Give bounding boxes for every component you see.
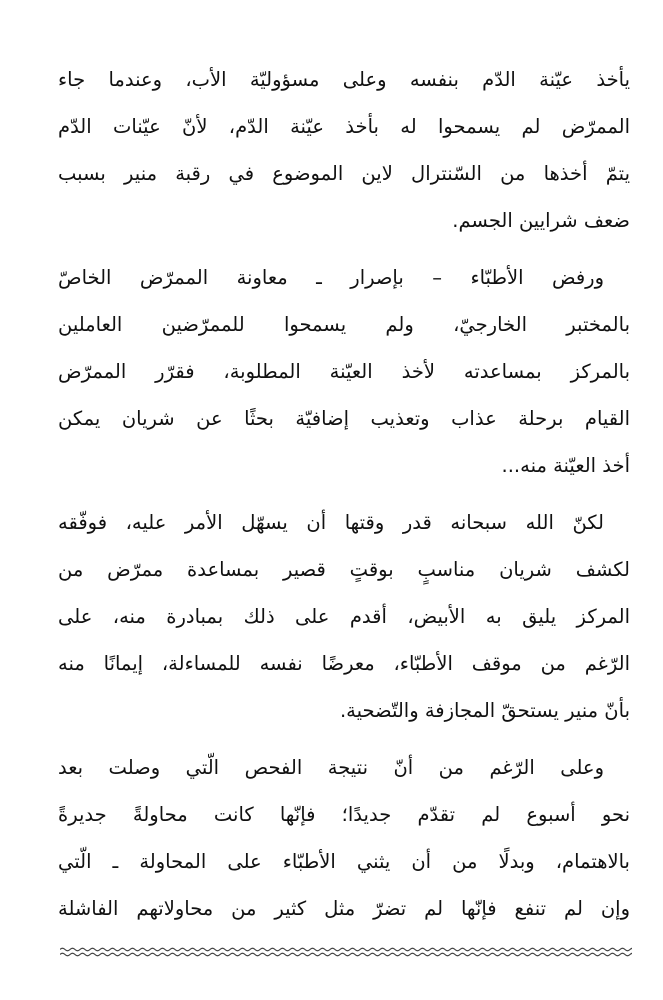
text-line: وإن لم تنفع فإنّها لم تضرّ مثل كثير من محاولاتهم الفاشلة [58,897,630,920]
text-line: أخذ العيّنة منه... [501,454,630,477]
paragraph-2 [58,254,630,489]
wavy-line-lower [60,953,632,956]
paragraph-3 [58,499,630,734]
wavy-line-upper [60,948,632,951]
text-line: يأخذ عيّنة الدّم بنفسه وعلى مسؤوليّة الأب، وعندما جاء [58,68,630,91]
paragraph-4 [58,744,630,932]
text-line: لكنّ الله سبحانه قدر وقتها أن يسهّل الأمر عليه، فوفّقه [58,511,604,534]
text-line: بالمركز بمساعدته لأخذ العيّنة المطلوبة، فقرّر الممرّض [58,360,630,383]
text-line: بالاهتمام، وبدلًا من أن يثني الأطبّاء على المحاولة ـ الّتي [58,850,630,873]
text-line: بأنّ منير يستحقّ المجازفة والتّضحية. [339,699,630,722]
wavy-divider [60,945,632,959]
text-line: الممرّض لم يسمحوا له بأخذ عيّنة الدّم، لأنّ عيّنات الدّم [58,115,630,138]
text-line: يتمّ أخذها من السّنترال لاين الموضوع في رقبة منير بسبب [58,162,630,185]
text-line: القيام برحلة عذاب وتعذيب إضافيّة بحثًا عن شريان يمكن [58,407,630,430]
text-line: الرّغم من موقف الأطبّاء، معرضًا نفسه للمساءلة، إيمانًا منه [58,652,630,675]
text-line: ضعف شرايين الجسم. [452,209,630,232]
text-line: المركز يليق به الأبيض، أقدم على ذلك بمبادرة منه، على [58,605,630,628]
page-body [58,56,630,942]
text-line: لكشف شريان مناسبٍ بوقتٍ قصير بمساعدة ممرّض من [58,558,630,581]
text-line: ورفض الأطبّاء – بإصرار ـ معاونة الممرّض الخاصّ [58,266,604,289]
text-line: وعلى الرّغم من أنّ نتيجة الفحص الّتي وصلت بعد [58,756,604,779]
paragraph-1 [58,56,630,244]
text-line: بالمختبر الخارجيّ، ولم يسمحوا للممرّضين العاملين [58,313,630,336]
text-line: نحو أسبوع لم تقدّم جديدًا؛ فإنّها كانت محاولةً جديرةً [58,803,630,826]
